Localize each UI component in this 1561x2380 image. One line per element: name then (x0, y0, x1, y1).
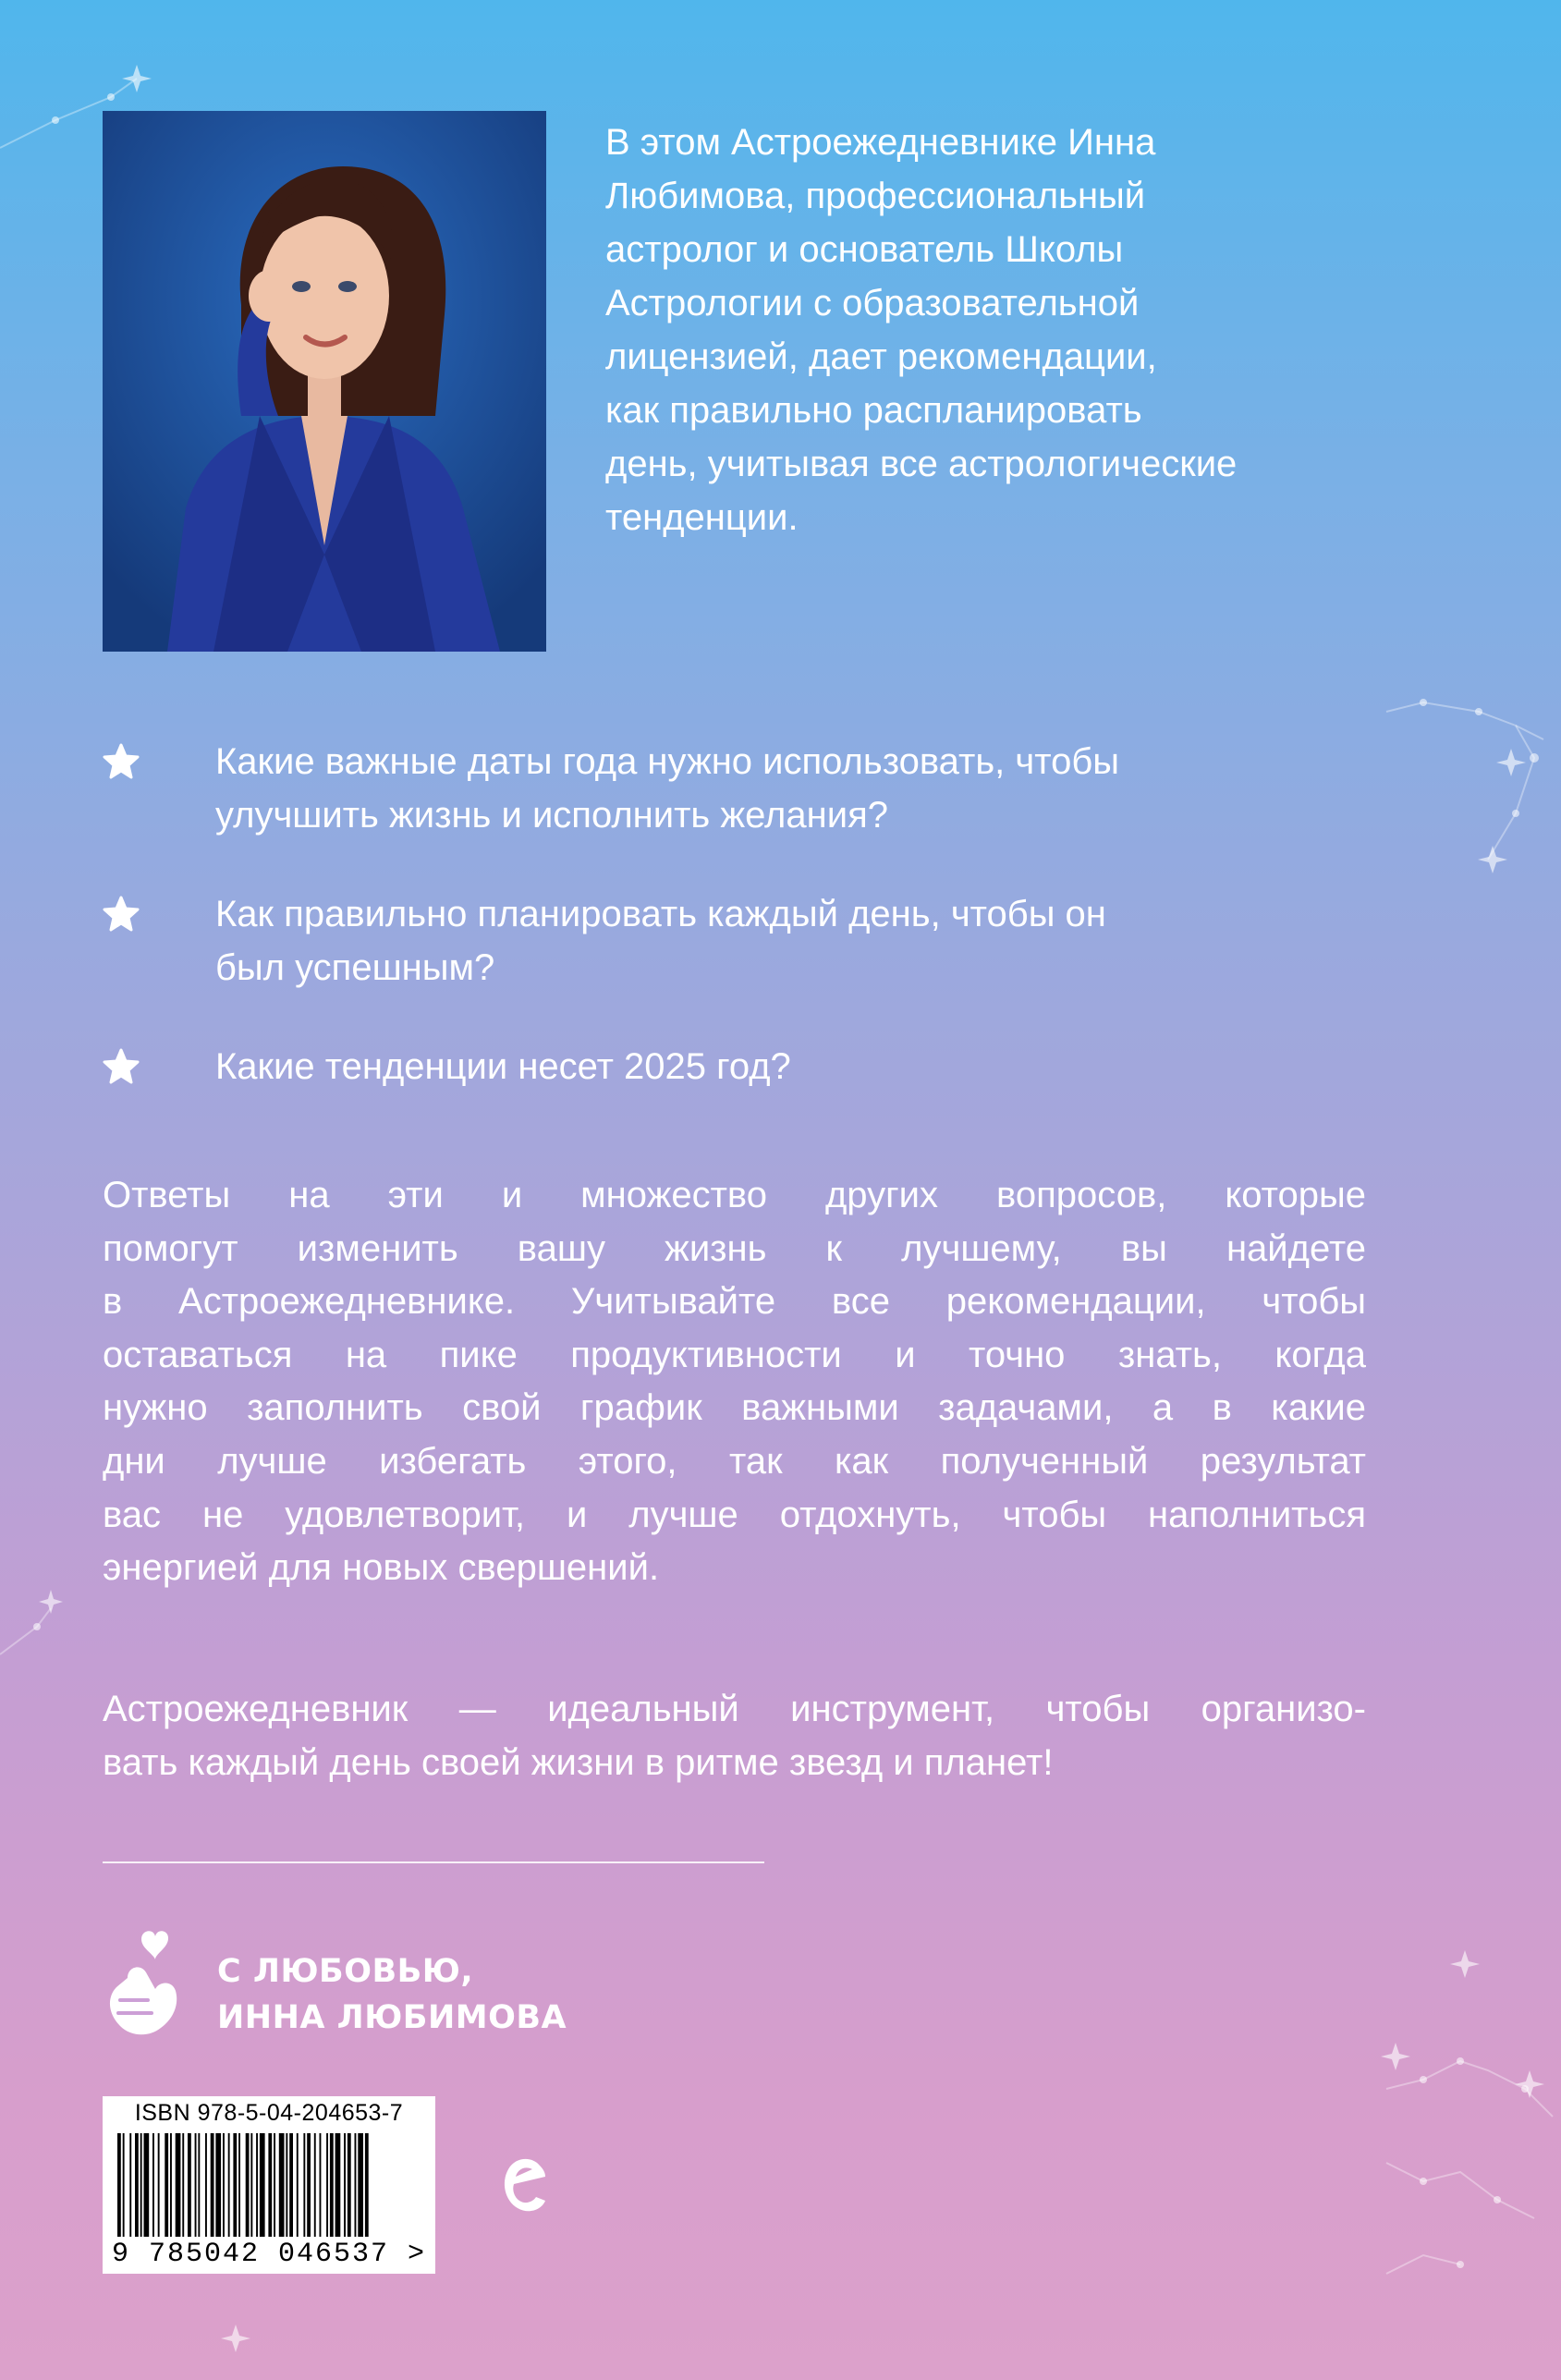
star-icon (103, 896, 140, 933)
divider-line (103, 1861, 764, 1863)
barcode-bar (289, 2133, 293, 2237)
body-line: энергией для новых свершений. (103, 1547, 660, 1589)
star-icon (103, 1048, 140, 1085)
question-line: Какие важные даты года нужно использовать, чтобы (215, 741, 1120, 782)
barcode-bar (303, 2133, 305, 2237)
barcode-bar (256, 2133, 258, 2237)
barcode-bar (165, 2133, 168, 2237)
closing-paragraph (103, 1682, 1366, 1789)
barcode-bar (158, 2133, 160, 2237)
intro-paragraph (605, 116, 1437, 544)
barcode-bars (117, 2133, 422, 2237)
intro-line: день, учитывая все астрологические (605, 444, 1238, 484)
intro-line: как правильно распланировать (605, 390, 1142, 431)
barcode-bar (238, 2133, 240, 2237)
barcode-bar (129, 2133, 131, 2237)
signature-line: ИННА ЛЮБИМОВА (217, 1999, 567, 2036)
intro-line: лицензией, дает рекомендации, (605, 336, 1157, 377)
barcode-bar (307, 2133, 311, 2237)
question-line: был успешным? (215, 947, 495, 988)
barcode-bar (260, 2133, 265, 2237)
barcode-bar (223, 2133, 225, 2237)
barcode-bar (335, 2133, 341, 2237)
barcode-bar (215, 2133, 221, 2237)
question-line: Как правильно планировать каждый день, чтобы он (215, 894, 1106, 934)
body-line: дни лучше избегать этого, так как полученный результат (103, 1440, 1366, 1482)
star-icon (103, 743, 140, 780)
barcode-bar (135, 2133, 139, 2237)
isbn-barcode (103, 2096, 435, 2274)
barcode-bar (358, 2133, 363, 2237)
barcode-bar (326, 2133, 328, 2237)
intro-line: В этом Астроежедневнике Инна (605, 122, 1156, 163)
barcode-bar (144, 2133, 150, 2237)
barcode-bar (176, 2133, 181, 2237)
intro-line: астролог и основатель Школы (605, 229, 1124, 270)
barcode-bar (170, 2133, 172, 2237)
barcode-bar (205, 2133, 207, 2237)
closing-line: Астроежедневник — идеальный инструмент, чтобы организо- (103, 1689, 1366, 1729)
barcode-bar (140, 2133, 142, 2237)
question-line: улучшить жизнь и исполнить желания? (215, 795, 888, 836)
ean-digits: 9 785042 046537 > (111, 2239, 427, 2270)
barcode-bar (344, 2133, 346, 2237)
finger-heart-icon (100, 1922, 183, 2043)
author-portrait-illustration (103, 111, 546, 652)
barcode-bar (314, 2133, 316, 2237)
closing-line: вать каждый день своей жизни в ритме звезд и планет! (103, 1742, 1054, 1783)
barcode-bar (233, 2133, 237, 2237)
body-line: оставаться на пике продуктивности и точно знать, когда (103, 1334, 1366, 1375)
author-photo (103, 111, 546, 652)
barcode-bar (246, 2133, 250, 2237)
barcode-bar (355, 2133, 357, 2237)
barcode-bar (198, 2133, 200, 2237)
barcode-bar (268, 2133, 272, 2237)
barcode-bar (250, 2133, 252, 2237)
barcode-bar (182, 2133, 184, 2237)
barcode-bar (211, 2133, 214, 2237)
barcode-bar (117, 2133, 121, 2237)
barcode-bar (330, 2133, 334, 2237)
barcode-bar (320, 2133, 322, 2237)
intro-line: тенденции. (605, 497, 799, 538)
barcode-bar (297, 2133, 299, 2237)
isbn-text: ISBN 978-5-04-204653-7 (134, 2100, 404, 2126)
publisher-logo-icon (499, 2149, 551, 2223)
barcode-bar (123, 2133, 125, 2237)
body-paragraph (103, 1169, 1366, 1595)
barcode-bar (195, 2133, 197, 2237)
intro-line: Любимова, профессиональный (605, 176, 1146, 216)
body-line: в Астроежедневнике. Учитывайте все рекомендации, чтобы (103, 1281, 1366, 1323)
signature-line: С ЛЮБОВЬЮ, (217, 1953, 474, 1990)
signature (217, 1948, 772, 2041)
body-line: помогут изменить вашу жизнь к лучшему, вы найдете (103, 1227, 1366, 1269)
barcode-bar (365, 2133, 369, 2237)
body-line: нужно заполнить свой график важными задачами, а в какие (103, 1387, 1366, 1429)
barcode-bar (286, 2133, 287, 2237)
barcode-bar (348, 2133, 351, 2237)
barcode-bar (188, 2133, 191, 2237)
body-line: Ответы на эти и множество других вопросов, которые (103, 1175, 1366, 1215)
barcode-bar (274, 2133, 275, 2237)
body-line: вас не удовлетворит, и лучше отдохнуть, чтобы наполниться (103, 1494, 1366, 1535)
barcode-bar (279, 2133, 285, 2237)
barcode-bar (228, 2133, 230, 2237)
question-line: Какие тенденции несет 2025 год? (215, 1046, 791, 1087)
intro-line: Астрологии с образовательной (605, 283, 1140, 323)
barcode-bar (152, 2133, 154, 2237)
